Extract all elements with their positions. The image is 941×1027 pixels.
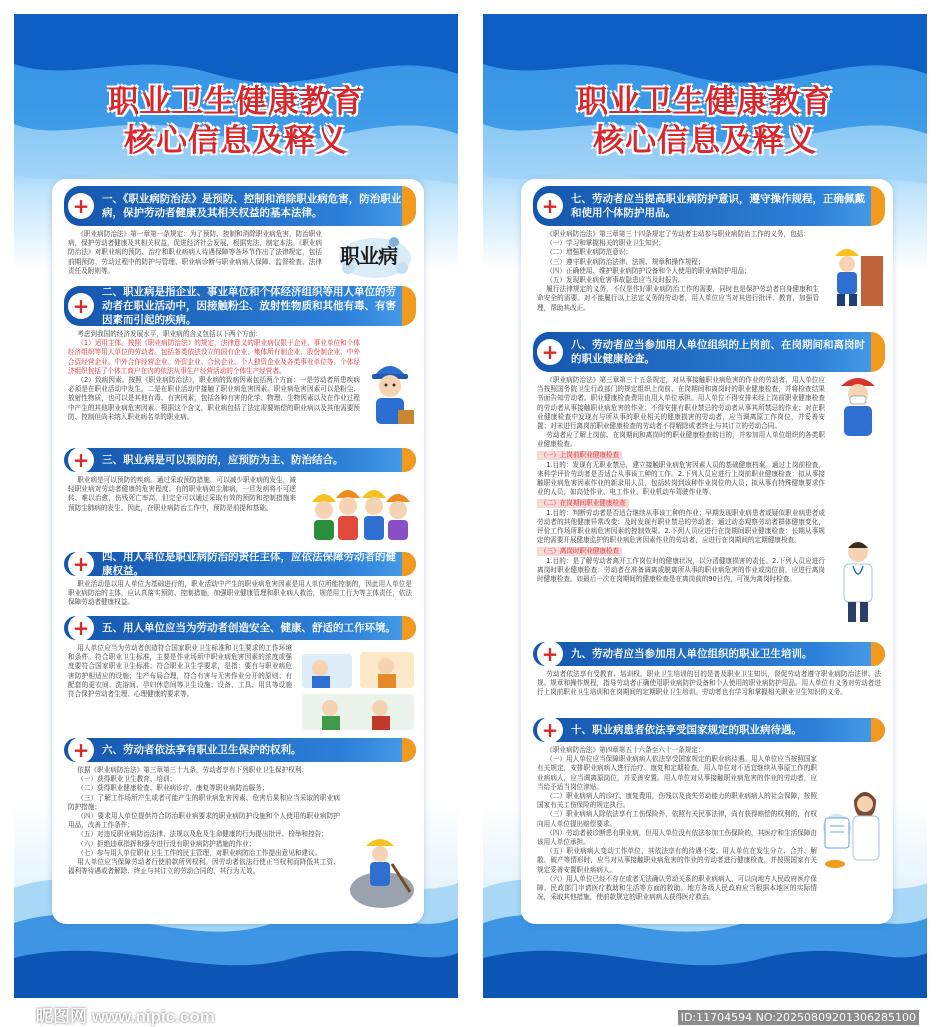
paragraph: （五）发现职业病危害事故隐患应当及时报告。 — [546, 276, 685, 285]
paragraph: （四）正确使用、维护职业病防护设备和个人使用的职业病防护用品； — [546, 266, 751, 275]
heading-text: 七、劳动者应当提高职业病防护意识，遵守操作规程，正确佩戴和使用个体防护用品。 — [571, 193, 865, 219]
heading-text: 六、劳动者依法享有职业卫生保护的权利。 — [102, 744, 302, 756]
exam-block-on-job — [537, 498, 825, 546]
heading-text: 二、职业病是指企业、事业单位和个体经济组织等用人单位的劳动者在职业活动中，因接触粉尘、放射性物质和其他有毒、有害因素而引起的疾病。 — [102, 286, 396, 326]
section-heading — [64, 448, 416, 472]
section-body — [533, 742, 821, 902]
exam-label: （三）离岗时职业健康检查 — [537, 547, 622, 556]
doctor-illustration — [833, 536, 883, 626]
workers-group-icon — [308, 482, 414, 542]
paragraph: 履行法律规定的义务，不仅是作好职业病防治工作的需要，同时也是保护劳动者自身健康和生命安全的需要。对不能履行以上法定义务的劳动者，用人单位应当对其进行批评、教育，加强管理，帮助其改正。 — [537, 285, 819, 312]
exam-label: （一）上岗前职业健康检查 — [537, 451, 622, 460]
poster-title — [14, 82, 458, 160]
paragraph: 用人单位应当保障劳动者行使前款所列权利。因劳动者依法行使正当权利而降低其工资、福利等待遇或者解除、终止与其订立的劳动合同的，其行为无效。 — [68, 858, 340, 876]
paragraph: （二）增强职业病防范意识； — [546, 248, 632, 257]
plus-icon: + — [68, 551, 94, 577]
section-6 — [64, 738, 416, 876]
paragraph: （一）用人单位应当保障职业病病人依法享受国家规定的职业病待遇。用人单位应当按照国家有关规定，安排职业病病人进行治疗、康复和定期检查。用人单位对不适宜继续从事原工作的职业病病人，应当调离原岗位，并妥善安置。用人单位对从事接触职业病危害的作业的劳动者，应当给予适当岗位津贴。 — [537, 755, 817, 791]
paragraph: 《职业病防治法》第三章第三十四条规定了劳动者主动参与职业病防治工作的义务，包括： — [546, 230, 810, 238]
doctor-icon — [833, 536, 883, 626]
paragraph: 《职业病防治法》第三章第三十五条规定，对从事接触职业病危害的作业的劳动者，用人单位应当按照国务院卫生行政部门的规定组织上岗前、在岗期间和离岗时的职业健康检查，并将检查结果书面告知劳动者。职业健康检查费用由用人单位承担。用人单位不得安排未经上岗前职业健康检查的劳动者从事接触职业病危害的作业；不得安排有职业禁忌的劳动者从事其所禁忌的作业；对在职业健康检查中发现有与所从事的职业相关的健康损害的劳动者，应当调离原工作岗位，并妥善安置；对未进行离岗前职业健康检查的劳动者不得解除或者终止与其订立的劳动合同。 — [537, 376, 825, 431]
paragraph: （七）参与用人单位职业卫生工作的民主管理，对职业病防治工作提出意见和建议。 — [77, 848, 322, 857]
construction-worker-icon — [827, 238, 885, 308]
heading-cap — [402, 616, 416, 640]
paragraph: （二）获得职业健康检查、职业病诊疗、康复等职业病防治服务； — [77, 784, 269, 793]
section-7 — [533, 186, 885, 313]
paragraph: （五）职业病病人变动工作单位，其依法享有的待遇不变。用人单位在发生分立、合并、解散、破产等情形时，应当对从事接触职业病危害的作业的劳动者进行健康检查，并按照国家有关规定妥善安置职业病病人。 — [537, 847, 817, 874]
heading-text: 一、《职业病防治法》是预防、控制和消除职业病危害，防治职业病，保护劳动者健康及其相关权益的基本法律。 — [102, 193, 402, 219]
section-heading — [533, 718, 885, 742]
paragraph: （1）适用主体。按照《职业病防治法》的规定，法律意义的职业病仅限于企业、事业单位和个体经济组织等用人单位的劳动者。包括各类依法设立的国有企业、集体所有制企业、股份制企业、中外合资经营企业、中外合作经营企业、外资企业、合伙企业、个人独资企业及各类事业单位等。个体经济组织包括了个体工商户在内的依法从事生产经营活动的个体生产经营者。 — [68, 339, 360, 375]
paragraph: （四）要求用人单位提供符合防治职业病要求的职业病防护设施和个人使用的职业病防护用品，改善工作条件； — [68, 812, 340, 830]
exam-text: 1.目的：是了解劳动者离开工作岗位时的健康状况，以分清健康损害的责任。2.下列人员应进行离岗时职业健康检查：劳动者在准备调离或脱离所从事的职业病危害的作业或岗位前，应进行离岗时健康检查。如最后一次在岗期间的健康检查是在离岗前的90日内，可视为离岗时检查。 — [537, 556, 825, 584]
section-heading — [533, 186, 885, 226]
heading-cap — [402, 738, 416, 762]
title-line-1: 职业卫生健康教育 — [577, 84, 833, 119]
section-body — [533, 226, 823, 313]
paragraph: （三）遵守职业病防治法律、法规、规章和操作规程； — [546, 257, 705, 266]
watermark-id: ID:11704594 NO:20250809201306285100 — [678, 1010, 919, 1025]
right-poster — [483, 14, 927, 1024]
paragraph: （二）职业病病人的诊疗、康复费用，伤残以及丧失劳动能力的职业病病人的社会保障，按照国家有关工伤保险的规定执行。 — [537, 792, 817, 810]
workers-group-illustration — [308, 482, 414, 542]
paragraph: 职业病是可以预防的疾病。通过采取预防措施，可以减少职业病的发生，减轻职业病对劳动者健康的危害程度。有的职业病如尘肺病，一旦发病将不可逆转、难以治愈，伤残死亡率高，但完全可以通过采取有效的预防和控制措施来预防尘肺病的发生。因此，在职业病防治工作中，预防是前提和基础。 — [68, 476, 296, 512]
section-body — [64, 226, 326, 276]
title-line-1: 职业卫生健康教育 — [108, 84, 364, 119]
poster-title — [483, 82, 927, 160]
heading-text: 四、用人单位是职业病防治的责任主体，应依法保障劳动者的健康权益。 — [102, 551, 396, 577]
miner-illustration — [348, 830, 416, 910]
section-3 — [64, 448, 416, 513]
section-body — [533, 666, 885, 698]
worker-mask-illustration — [831, 368, 885, 440]
exam-label: （二）在岗期间职业健康检查 — [537, 499, 629, 508]
paragraph: （2）致病因素。按照《职业病防治法》，职业病的致病因素包括两个方面：一是劳动者所患疾病必须是在职业活动中发生。二是在职业活动中接触了职业病危害因素。职业病危害因素可以是粉尘、放射性物质，也可以是其他有毒、有害因素，包括各种有害的化学、物理、生物因素以及在作业过程中产生的其他职业病危害因素。根据这个含义，职业病包括了法定需要赔偿的职业病以及其他需要预防、控制但尚未纳入职业病名单的职业病。 — [68, 376, 360, 421]
heading-cap — [871, 186, 885, 226]
construction-worker-illustration — [827, 238, 885, 308]
paragraph: 劳动者应了解上岗前、在岗期间和离岗时的职业健康检查的目的，并参加用人单位组织的各类职业健康检查。 — [537, 431, 825, 449]
plus-icon: + — [537, 193, 563, 219]
heading-cap — [402, 186, 416, 226]
section-1 — [64, 186, 416, 276]
plus-icon: + — [68, 447, 94, 473]
paragraph: （六）拒绝违章指挥和强令进行没有职业病防护措施的作业； — [77, 839, 256, 848]
section-body — [64, 762, 344, 876]
heading-cap — [871, 718, 885, 742]
section-heading — [64, 286, 416, 326]
exam-text: 1.目的：判断劳动者是否适合继续从事该工种的作业；早期发现职业病患者或疑似职业病患者或劳动者的其他健康异常改变；及时发现有职业禁忌的劳动者；通过动态观察劳动者群体健康变化，评价工作场所职业病危害因素的控制效果。2.下列人员应进行在岗期间职业健康检查：长期从事规定的需要开展健康监护的职业病危害因素作业的劳动者，应进行在岗期间的定期健康检查。 — [537, 508, 825, 545]
exam-block-pre-job — [537, 450, 825, 498]
heading-text: 五、用人单位应当为劳动者创造安全、健康、舒适的工作环境。 — [102, 622, 396, 634]
section-heading — [64, 552, 416, 576]
plus-icon: + — [68, 293, 94, 319]
heading-cap — [402, 552, 416, 576]
section-2 — [64, 286, 416, 422]
heading-text: 九、劳动者应当参加用人单位组织的职业卫生培训。 — [571, 648, 813, 660]
section-body — [533, 372, 829, 584]
exam-block-leaving — [537, 546, 825, 585]
worker-mask-icon — [831, 368, 885, 440]
section-heading — [533, 332, 885, 372]
watermark-site: 昵图网 www.nipic.com — [36, 1007, 215, 1026]
paragraph: 《职业病防治法》第一章第一条规定：为了预防、控制和消除职业病危害，防治职业病，保护劳动者健康及其相关权益，促进经济社会发展，根据宪法，制定本法。《职业病防治法》对职业病的预防、治疗和职业病病人待遇保障等各环节作出了法律规定，包括前期预防、劳动过程中的防护与管理、职业病诊断与职业病病人保障、监督检查、法律责任及附则等。 — [68, 230, 322, 275]
workplace-icon — [300, 646, 416, 732]
heading-cap — [871, 642, 885, 666]
title-line-2: 核心信息及释义 — [593, 123, 817, 158]
section-body — [64, 472, 300, 513]
section-body — [64, 576, 416, 608]
plus-icon: + — [68, 193, 94, 219]
worker-icon — [364, 352, 416, 432]
heading-cap — [402, 448, 416, 472]
paragraph: 职业活动是以用人单位为基础进行的，职业活动中产生的职业病危害因素是用人单位所能控制的，因此用人单位是职业病防治的主体，应认真落实预防、控制措施，加强职业健康管理和职业病人救治，规范用工行为等主体责任，依法保障劳动者健康权益。 — [68, 580, 412, 607]
heading-cap — [871, 332, 885, 372]
left-poster — [14, 14, 458, 1026]
nurse-icon — [821, 782, 885, 872]
exam-text: 1.目的：发现有无职业禁忌，建立接触职业病危害因素人员的基础健康档案。通过上岗前检查，来科学评价劳动者是否适合从事该工种的工作。2.下列人员应进行上岗前职业健康检查：拟从事接触职业病危害因素作业的新录用人员，包括转岗到该种作业岗位的人员；拟从事有特殊健康要求作业的人员，如高处作业、电工作业、职业机动车驾驶作业等。 — [537, 460, 825, 497]
plus-icon: + — [68, 737, 94, 763]
section-heading — [533, 642, 885, 666]
plus-icon: + — [537, 339, 563, 365]
badge-text: 职业病 — [340, 246, 397, 268]
nurse-clipboard-illustration — [821, 782, 885, 872]
plus-icon: + — [537, 717, 563, 743]
plus-icon: + — [537, 641, 563, 667]
paragraph: 劳动者依法享有受教育、培训权。职业卫生培训的目的是普及职业卫生知识，督促劳动者遵守职业病防治法律、法规、规章和操作规程，指导劳动者正确使用职业病防护设备和个人使用的职业病防护用品。用人单位有义务对劳动者进行上岗前职业卫生培训和在岗期间的定期职业卫生培训。劳动者也有学习和掌握相关职业卫生知识的义务。 — [537, 670, 881, 697]
heading-text: 三、职业病是可以预防的，应预防为主、防治结合。 — [102, 454, 344, 466]
paragraph: （三）了解工作场所产生或者可能产生的职业病危害因素、危害后果和应当采取的职业病防护措施； — [68, 793, 340, 811]
paragraph: （一）学习和掌握相关的职业卫生知识； — [546, 239, 665, 248]
worker-helmet-illustration — [364, 352, 416, 432]
workplace-illustration — [300, 646, 416, 732]
paragraph: 考虑到我国的经济发展水平，职业病的含义包括以下两个方面： — [77, 330, 262, 338]
occupational-disease-badge — [336, 228, 414, 280]
heading-cap — [402, 286, 416, 326]
paragraph: （六）用人单位已经不存在或者无法确认劳动关系的职业病病人，可以向地方人民政府医疗保障、民政部门申请医疗救助和生活等方面的救助。地方各级人民政府应当根据本地区的实际情况，采取其他措施，使前款规定的职业病病人获得医疗救治。 — [537, 874, 817, 902]
section-10 — [533, 718, 885, 902]
title-line-2: 核心信息及释义 — [124, 123, 348, 158]
section-8 — [533, 332, 885, 584]
plus-icon: + — [68, 615, 94, 641]
paragraph: 用人单位应当为劳动者创造符合国家职业卫生标准和卫生要求的工作环境和条件。符合职业卫生标准，主要是作业场所中职业病危害因素的浓度或强度要符合国家职业卫生标准；符合职业卫生学要求，是指：要有与职业病危害防护相适应的设施；生产布局合理，符合有害与无害作业分开的原则；有配套的更衣间、洗浴间、孕妇休息间等卫生设施；设备、工具、用具等设施符合保护劳动者生理、心理健康的要求等。 — [68, 644, 292, 699]
paragraph: （三）职业病病人除依法享有工伤保险外，依照有关民事法律，尚有获得赔偿的权利的，有权向用人单位提出赔偿要求。 — [537, 810, 817, 828]
paragraph: （一）获得职业卫生教育、培训； — [77, 775, 177, 784]
section-4 — [64, 552, 416, 608]
paragraph: （五）对违反职业病防治法律、法规以及危及生命健康的行为提出批评、检举和控告； — [77, 830, 328, 839]
miner-icon — [348, 830, 416, 910]
heading-text: 十、职业病患者依法享受国家规定的职业病待遇。 — [571, 724, 802, 736]
section-heading — [64, 738, 416, 762]
heading-text: 八、劳动者应当参加用人单位组织的上岗前、在岗期间和离岗时的职业健康检查。 — [571, 339, 865, 365]
paragraph: 依据《职业病防治法》第三章第三十九条，劳动者享有下列职业卫生保护权利： — [77, 766, 309, 774]
section-heading — [64, 186, 416, 226]
section-body — [64, 640, 296, 699]
section-heading — [64, 616, 416, 640]
paragraph: 《职业病防治法》第四章第五十六条至六十一条规定： — [546, 746, 705, 754]
section-5 — [64, 616, 416, 699]
section-9 — [533, 642, 885, 698]
section-body — [64, 326, 364, 422]
paragraph: （四）劳动者被诊断患有职业病，但用人单位没有依法参加工伤保险的，其医疗和生活保障由该用人单位承担。 — [537, 828, 817, 847]
